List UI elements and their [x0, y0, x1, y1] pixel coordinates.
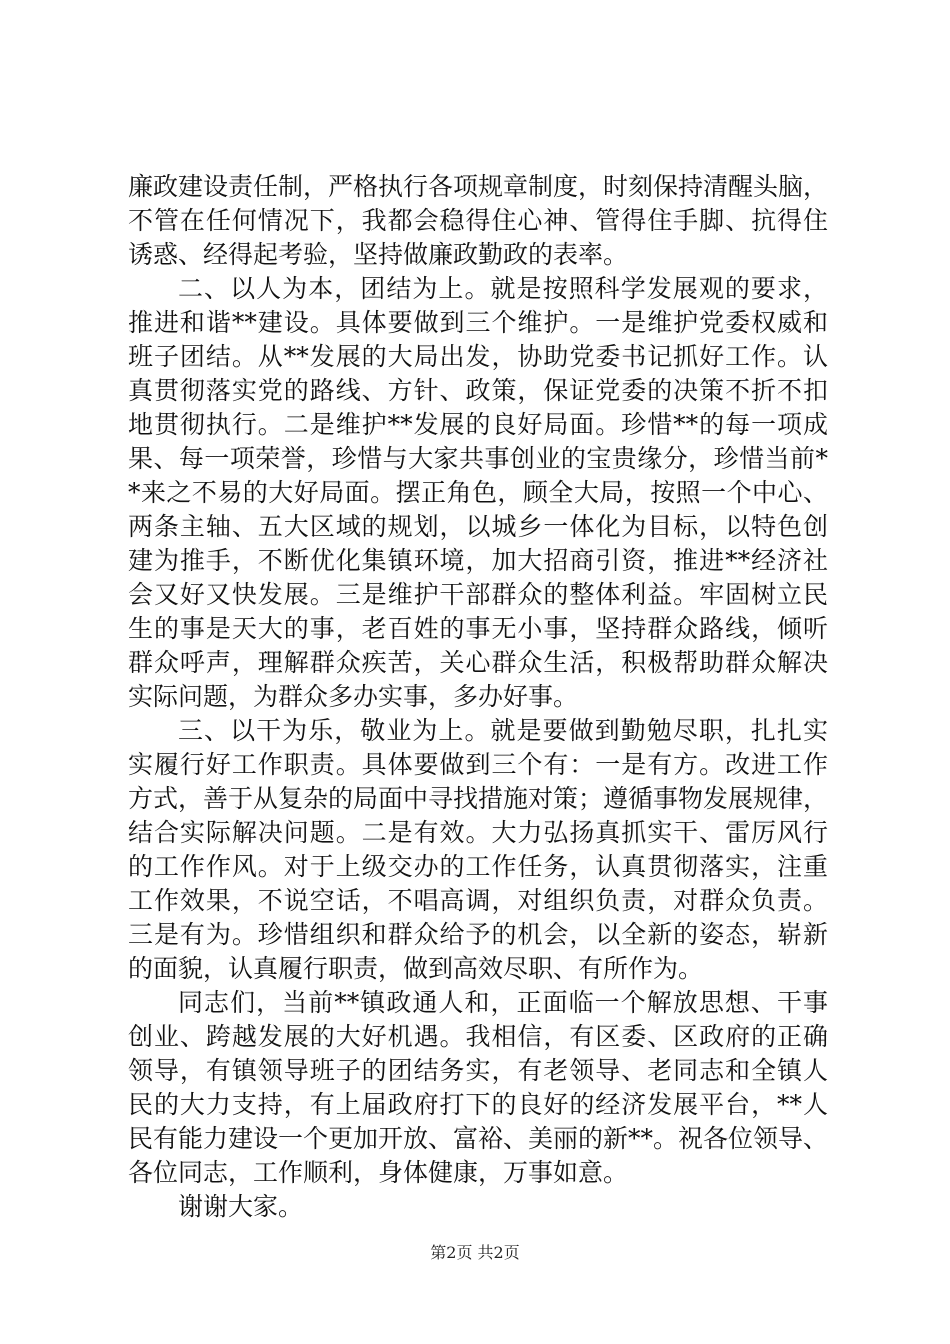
body-line: *来之不易的大好局面。摆正角色，顾全大局，按照一个中心、 [128, 478, 828, 507]
body-line: 两条主轴、五大区域的规划，以城乡一体化为目标，以特色创 [128, 512, 828, 541]
body-line: 实际问题，为群众多办实事，多办好事。 [128, 682, 579, 711]
body-line: 会又好又快发展。三是维护干部群众的整体利益。牢固树立民 [128, 580, 828, 609]
body-line: 民的大力支持，有上届政府打下的良好的经济发展平台，**人 [128, 1090, 828, 1119]
body-line: 实履行好工作职责。具体要做到三个有：一是有方。改进工作 [128, 750, 828, 779]
body-line: 三、以干为乐，敬业为上。就是要做到勤勉尽职，扎扎实 [178, 716, 828, 745]
body-line: 民有能力建设一个更加开放、富裕、美丽的新**。祝各位领导、 [128, 1124, 828, 1153]
body-line: 同志们，当前**镇政通人和，正面临一个解放思想、干事 [178, 988, 828, 1017]
body-line: 班子团结。从**发展的大局出发，协助党委书记抓好工作。认 [128, 342, 828, 371]
body-line: 推进和谐**建设。具体要做到三个维护。一是维护党委权威和 [128, 308, 828, 337]
body-line: 谢谢大家。 [178, 1192, 304, 1221]
body-line: 的工作作风。对于上级交办的工作任务，认真贯彻落实，注重 [128, 852, 828, 881]
body-line: 真贯彻落实党的路线、方针、政策，保证党委的决策不折不扣 [128, 376, 828, 405]
body-line: 的面貌，认真履行职责，做到高效尽职、有所作为。 [128, 954, 704, 983]
body-line: 建为推手，不断优化集镇环境，加大招商引资，推进**经济社 [128, 546, 828, 575]
body-line: 廉政建设责任制，严格执行各项规章制度，时刻保持清醒头脑， [128, 172, 828, 201]
body-line: 创业、跨越发展的大好机遇。我相信，有区委、区政府的正确 [128, 1022, 828, 1051]
body-line: 果、每一项荣誉，珍惜与大家共事创业的宝贵缘分，珍惜当前* [128, 444, 828, 473]
body-line: 领导，有镇领导班子的团结务实，有老领导、老同志和全镇人 [128, 1056, 828, 1085]
body-line: 诱惑、经得起考验，坚持做廉政勤政的表率。 [128, 240, 629, 269]
body-line: 生的事是天大的事，老百姓的事无小事，坚持群众路线，倾听 [128, 614, 828, 643]
body-line: 群众呼声，理解群众疾苦，关心群众生活，积极帮助群众解决 [128, 648, 828, 677]
body-line: 二、以人为本，团结为上。就是按照科学发展观的要求， [178, 274, 828, 303]
document-body [128, 170, 828, 1224]
body-line: 地贯彻执行。二是维护**发展的良好局面。珍惜**的每一项成 [128, 410, 828, 439]
body-line: 工作效果，不说空话，不唱高调，对组织负责，对群众负责。 [128, 886, 828, 915]
body-line: 各位同志，工作顺利，身体健康，万事如意。 [128, 1158, 629, 1187]
body-line: 不管在任何情况下，我都会稳得住心神、管得住手脚、抗得住 [128, 206, 828, 235]
body-line: 方式，善于从复杂的局面中寻找措施对策；遵循事物发展规律， [128, 784, 828, 813]
page-footer: 第2页 共2页 [430, 1243, 520, 1262]
body-line: 结合实际解决问题。二是有效。大力弘扬真抓实干、雷厉风行 [128, 818, 828, 847]
body-line: 三是有为。珍惜组织和群众给予的机会，以全新的姿态，崭新 [128, 920, 828, 949]
